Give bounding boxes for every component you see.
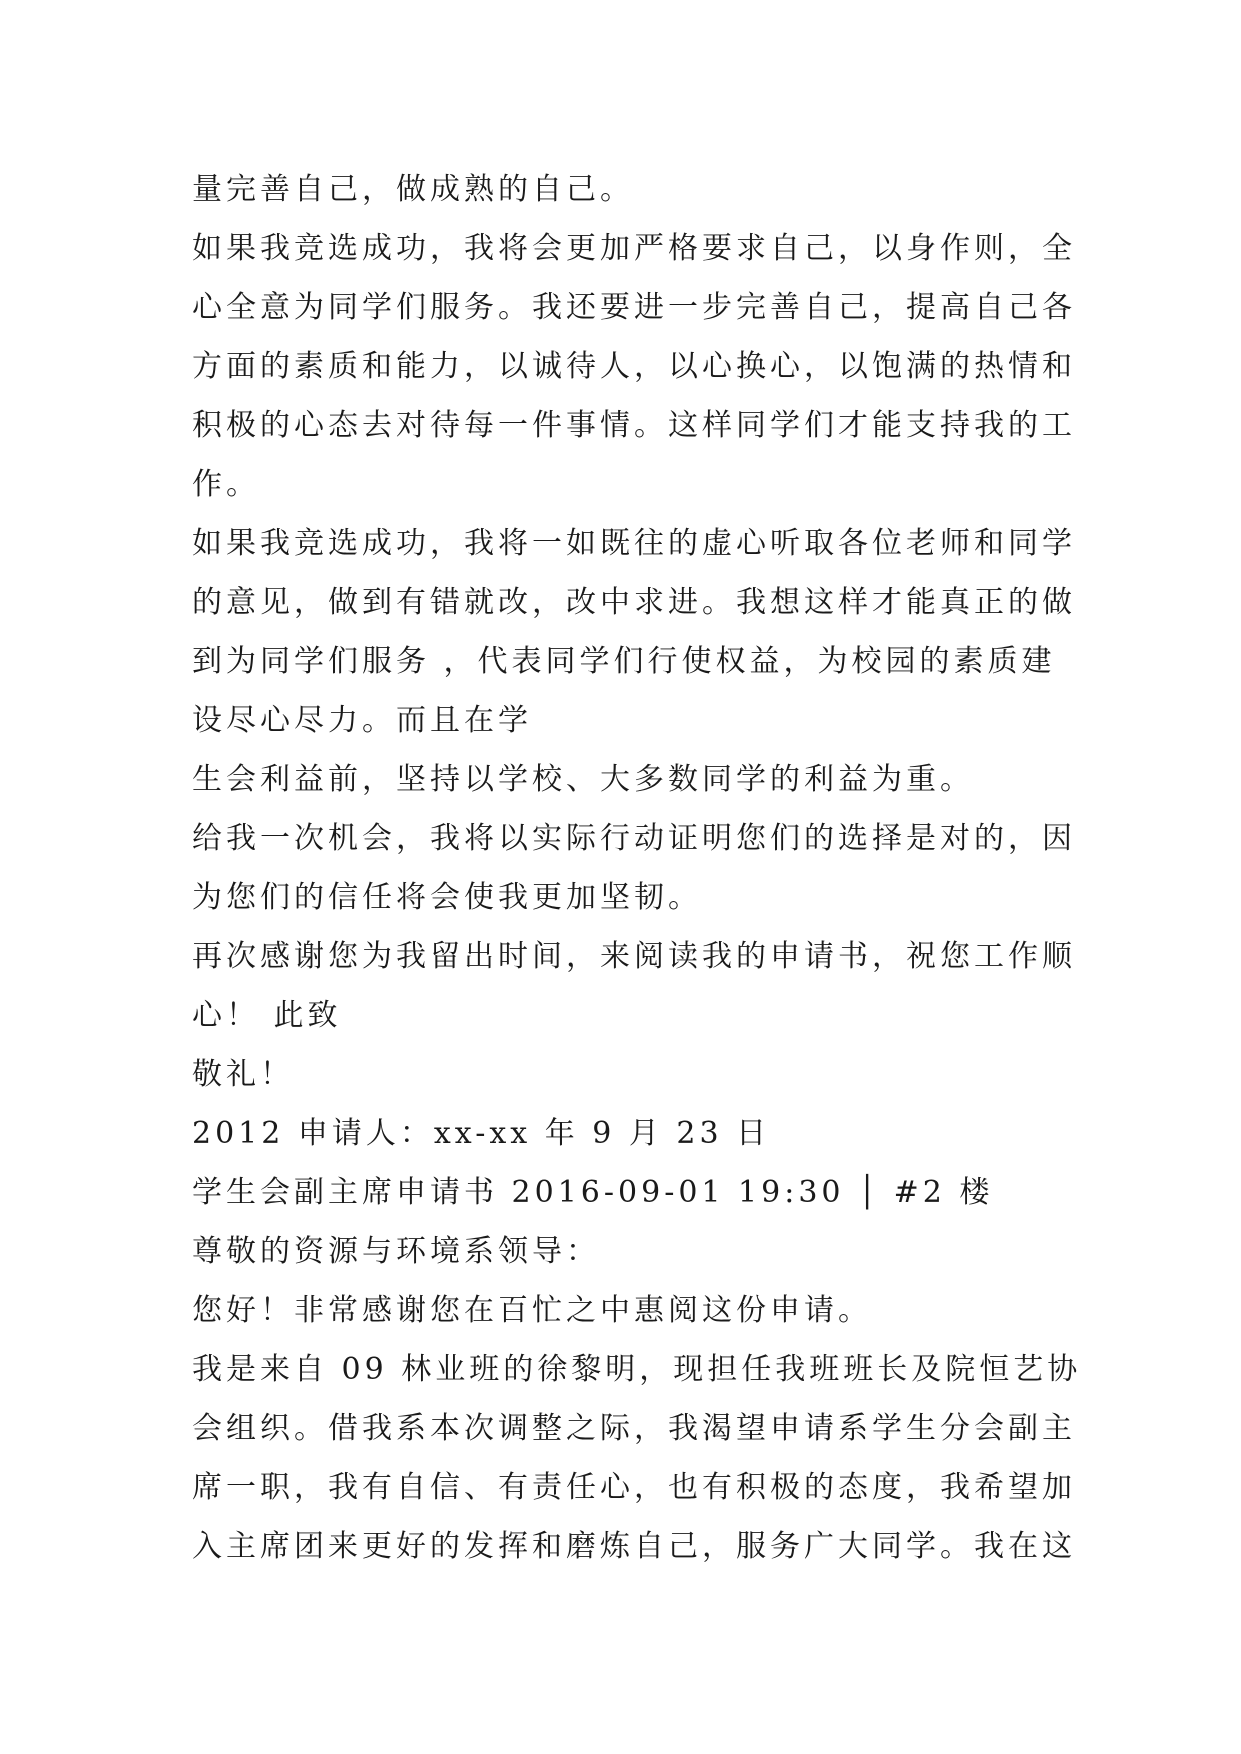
- text-line: 会组织。借我系本次调整之际，我渴望申请系学生分会副主: [192, 1411, 1076, 1446]
- text-line: 我是来自 09 林业班的徐黎明，现担任我班班长及院恒艺协: [192, 1352, 1082, 1387]
- post-header-line: 学生会副主席申请书 2016-09-01 19:30 │ #2 楼: [192, 1175, 994, 1210]
- text-line: 您好！非常感谢您在百忙之中惠阅这份申请。: [192, 1293, 872, 1328]
- text-line: 给我一次机会，我将以实际行动证明您们的选择是对的，因: [192, 821, 1076, 856]
- text-line: 敬礼！: [192, 1057, 294, 1092]
- text-line: 为您们的信任将会使我更加坚韧。: [192, 880, 702, 915]
- document-body: [192, 160, 1082, 1576]
- text-line: 方面的素质和能力，以诚待人，以心换心，以饱满的热情和: [192, 349, 1076, 384]
- text-line: 再次感谢您为我留出时间，来阅读我的申请书，祝您工作顺: [192, 939, 1076, 974]
- text-line: 积极的心态去对待每一件事情。这样同学们才能支持我的工: [192, 408, 1076, 443]
- text-line: 生会利益前，坚持以学校、大多数同学的利益为重。: [192, 762, 974, 797]
- text-line: 如果我竞选成功，我将一如既往的虚心听取各位老师和同学: [192, 526, 1076, 561]
- text-line: 作。: [192, 467, 260, 502]
- date-line: 2012 申请人：xx-xx 年 9 月 23 日: [192, 1116, 771, 1151]
- salutation-line: 尊敬的资源与环境系领导：: [192, 1234, 600, 1269]
- text-line: 心全意为同学们服务。我还要进一步完善自己，提高自己各: [192, 290, 1076, 325]
- text-line: 心！ 此致: [192, 998, 342, 1033]
- text-line: 席一职，我有自信、有责任心，也有积极的态度，我希望加: [192, 1470, 1076, 1505]
- text-line: 入主席团来更好的发挥和磨炼自己，服务广大同学。我在这: [192, 1529, 1076, 1564]
- text-line: 如果我竞选成功，我将会更加严格要求自己，以身作则，全: [192, 231, 1076, 266]
- text-line: 设尽心尽力。而且在学: [192, 703, 532, 738]
- text-line: 量完善自己，做成熟的自己。: [192, 172, 634, 207]
- text-line: 的意见，做到有错就改，改中求进。我想这样才能真正的做: [192, 585, 1076, 620]
- text-line: 到为同学们服务 ，代表同学们行使权益，为校园的素质建: [192, 644, 1056, 679]
